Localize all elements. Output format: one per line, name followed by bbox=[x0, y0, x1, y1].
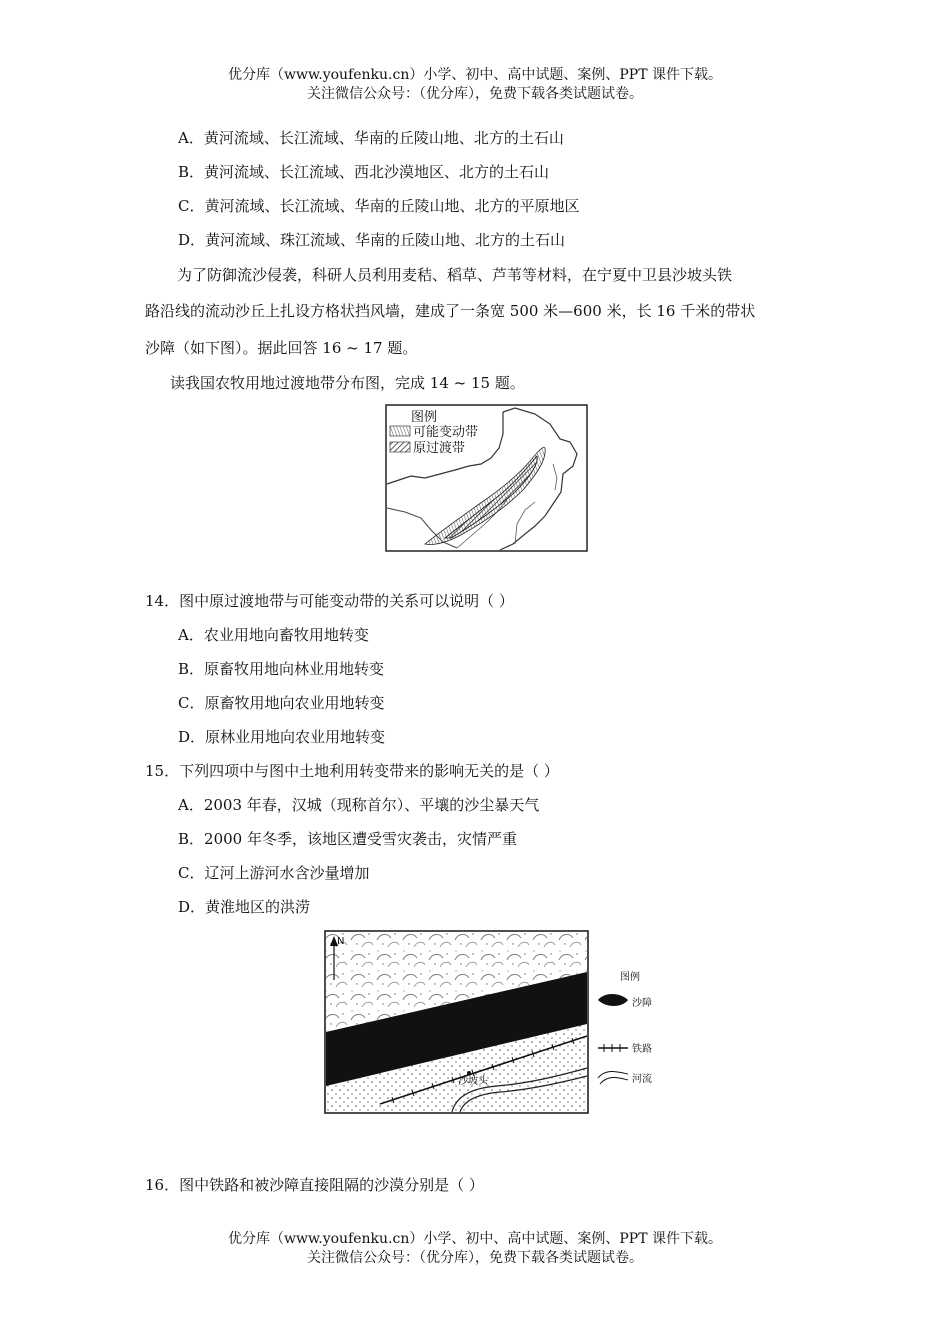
legend-barrier-swatch bbox=[598, 994, 628, 1006]
q15-option-a: A．2003 年春，汉城（现称首尔）、平壤的沙尘暴天气 bbox=[178, 796, 540, 814]
q14-option-a: A．农业用地向畜牧用地转变 bbox=[178, 626, 369, 644]
q14-option-b: B．原畜牧用地向林业用地转变 bbox=[178, 660, 385, 678]
sand-legend-barrier: 沙障 bbox=[632, 998, 652, 1009]
map-legend-original: 原过渡带 bbox=[413, 441, 466, 456]
legend-swatch-change bbox=[390, 426, 410, 436]
prev-option-b: B．黄河流域、长江流域、西北沙漠地区、北方的土石山 bbox=[178, 163, 550, 181]
q15-option-d: D．黄淮地区的洪涝 bbox=[178, 898, 311, 916]
legend-river-swatch-2 bbox=[600, 1078, 628, 1085]
header-line-1: 优分库（www.youfenku.cn）小学、初中、高中试题、案例、PPT 课件下载。 bbox=[227, 67, 722, 83]
intro-sand-line-3: 沙障（如下图）。据此回答 16 ~ 17 题。 bbox=[145, 339, 418, 357]
intro-sand-line-2: 路沿线的流动沙丘上扎设方格状挡风墙，建成了一条宽 500 米—600 米，长 16 千米的带状 bbox=[145, 302, 756, 320]
q15-stem: 15．下列四项中与图中土地利用转变带来的影响无关的是（ ） bbox=[145, 762, 559, 780]
intro-sand-line-1: 为了防御流沙侵袭，科研人员利用麦秸、稻草、芦苇等材料，在宁夏中卫县沙坡头铁 bbox=[177, 266, 733, 284]
q14-option-c: C．原畜牧用地向农业用地转变 bbox=[178, 694, 385, 712]
q14-option-d: D．原林业用地向农业用地转变 bbox=[178, 728, 386, 746]
sand-legend-title: 图例 bbox=[620, 972, 640, 983]
prev-option-a: A．黄河流域、长江流域、华南的丘陵山地、北方的土石山 bbox=[178, 129, 564, 147]
legend-swatch-original bbox=[390, 442, 410, 452]
sand-legend-river: 河流 bbox=[632, 1074, 652, 1085]
footer-line-2: 关注微信公众号：（优分库），免费下载各类试题试卷。 bbox=[307, 1250, 643, 1266]
intro-map-line: 读我国农牧用地过渡地带分布图，完成 14 ~ 15 题。 bbox=[170, 374, 525, 392]
sand-barrier-figure bbox=[322, 928, 662, 1116]
prev-option-c: C．黄河流域、长江流域、华南的丘陵山地、北方的平原地区 bbox=[178, 197, 580, 215]
q15-option-c: C．辽河上游河水含沙量增加 bbox=[178, 864, 370, 882]
prev-option-d: D．黄河流域、珠江流域、华南的丘陵山地、北方的土石山 bbox=[178, 231, 566, 249]
q14-stem: 14．图中原过渡地带与可能变动带的关系可以说明（ ） bbox=[145, 592, 514, 610]
transition-zone-map bbox=[385, 404, 588, 552]
sand-legend-railway: 铁路 bbox=[632, 1044, 652, 1055]
map-legend-title: 图例 bbox=[411, 410, 438, 425]
q15-option-b: B．2000 年冬季，该地区遭受雪灾袭击，灾情严重 bbox=[178, 830, 517, 848]
q16-stem: 16．图中铁路和被沙障直接阻隔的沙漠分别是（ ） bbox=[145, 1176, 484, 1194]
map-legend-change: 可能变动带 bbox=[413, 425, 479, 440]
north-label: N bbox=[337, 936, 345, 947]
shapotou-marker bbox=[467, 1071, 471, 1075]
header-line-2: 关注微信公众号：（优分库），免费下载各类试题试卷。 bbox=[307, 86, 643, 102]
footer-line-1: 优分库（www.youfenku.cn）小学、初中、高中试题、案例、PPT 课件下载。 bbox=[227, 1231, 722, 1247]
shapotou-label: 沙坡头 bbox=[458, 1076, 488, 1087]
